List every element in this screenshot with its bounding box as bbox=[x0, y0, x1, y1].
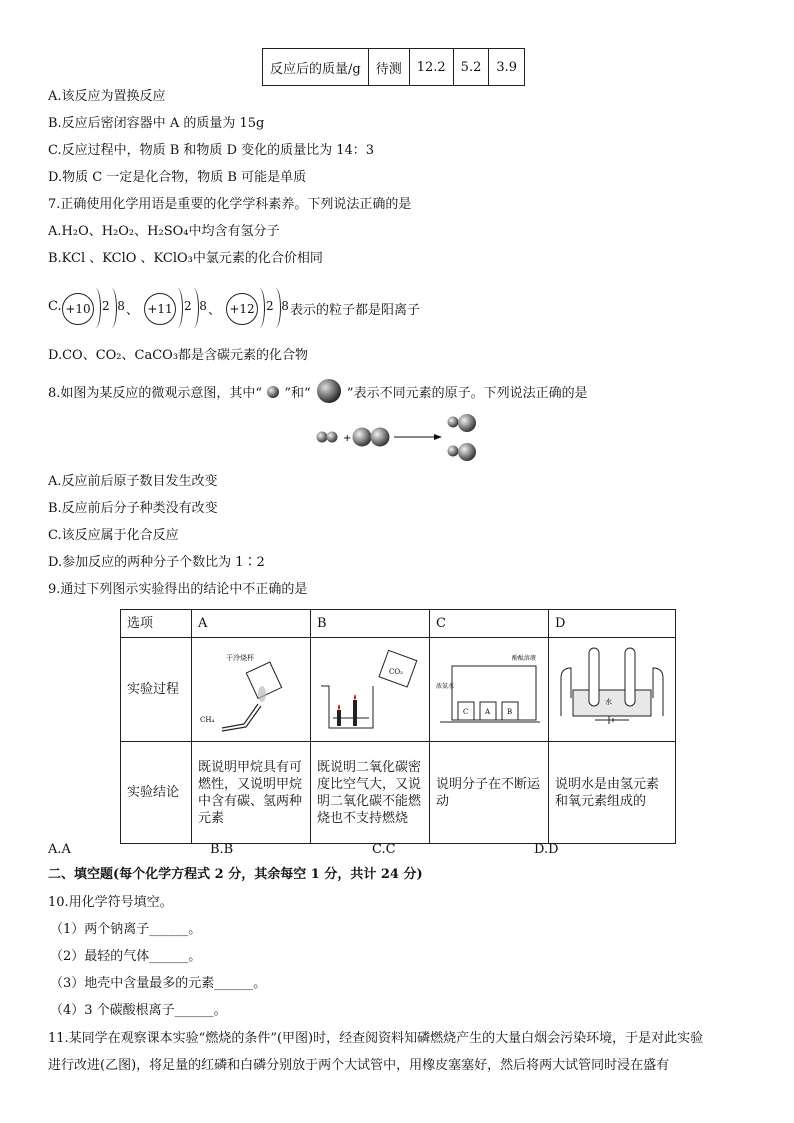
small-atom-icon bbox=[266, 385, 280, 399]
q6-option-d: D.物质 C 一定是化合物，物质 B 可能是单质 bbox=[48, 170, 307, 185]
q7-option-b: B.KCl 、KClO 、KClO₃中氯元素的化合价相同 bbox=[48, 251, 323, 266]
large-atom bbox=[371, 428, 390, 447]
large-atom-icon bbox=[315, 378, 343, 404]
q9-answer-b: B.B bbox=[210, 842, 234, 857]
beaker-label: B bbox=[507, 708, 513, 716]
q9-stem: 9.通过下列图示实验得出的结论中不正确的是 bbox=[48, 582, 308, 597]
large-atom bbox=[458, 414, 476, 432]
q8-stem bbox=[48, 378, 588, 404]
mass-table-cell: 5.2 bbox=[453, 49, 489, 86]
experiment-table bbox=[120, 609, 676, 844]
molecule-motion-figure bbox=[430, 638, 548, 736]
large-atom bbox=[353, 428, 372, 447]
figure-cell-a bbox=[192, 638, 311, 742]
conclusion-b: 既说明二氧化碳密度比空气大，又说明二氧化碳不能燃烧也不支持燃烧 bbox=[311, 742, 430, 844]
conclusion-c: 说明分子在不断运动 bbox=[430, 742, 549, 844]
q7-option-a: A.H₂O、H₂O₂、H₂SO₄中均含有氢分子 bbox=[48, 224, 280, 239]
row-label-conclusion: 实验结论 bbox=[121, 742, 192, 844]
small-atom bbox=[448, 446, 459, 457]
electron-shell-arc bbox=[90, 288, 101, 328]
q9-answer-c: C.C bbox=[372, 842, 396, 857]
q6-option-a: A.该反应为置换反应 bbox=[48, 89, 166, 104]
large-atom bbox=[458, 443, 476, 461]
beaker-label: A bbox=[485, 708, 491, 716]
atom-structure-nucleus: +11 bbox=[144, 293, 176, 325]
q10-item: （3）地壳中含量最多的元素______。 bbox=[50, 976, 267, 991]
q10-item: （4）3 个碳酸根离子______。 bbox=[50, 1003, 227, 1018]
small-atom bbox=[448, 417, 459, 428]
gas-label: CO₂ bbox=[389, 668, 403, 676]
q8-option-c: C.该反应属于化合反应 bbox=[48, 528, 179, 543]
table-header: C bbox=[430, 610, 549, 638]
mass-table-label: 反应后的质量/g bbox=[263, 49, 369, 86]
q8-option-d: D.参加反应的两种分子个数比为 1∶2 bbox=[48, 555, 265, 570]
electron-shell-arc bbox=[254, 288, 265, 328]
methane-combustion-figure bbox=[192, 638, 310, 736]
q7-stem: 7.正确使用化学用语是重要的化学学科素养。下列说法正确的是 bbox=[48, 197, 412, 212]
q11-line-2: 进行改进(乙图)，将足量的红磷和白磷分别放于两个大试管中，用橡皮塞塞好，然后将两大试管同时浸在盛有 bbox=[48, 1058, 670, 1073]
arrow-head bbox=[434, 434, 442, 440]
q10-item: （1）两个钠离子______。 bbox=[50, 922, 202, 937]
plus-sign: + bbox=[343, 433, 352, 444]
separator: 、 bbox=[126, 303, 140, 318]
q6-option-c: C.反应过程中，物质 B 和物质 D 变化的质量比为 14：3 bbox=[48, 143, 375, 158]
gas-label: CH₄ bbox=[200, 716, 215, 724]
table-header: A bbox=[192, 610, 311, 638]
q11-line-1: 11.某同学在观察课本实验“燃烧的条件”(甲图)时，经查阅资料知磷燃烧产生的大量白烟会污染环境，于是对此实验 bbox=[48, 1031, 704, 1046]
q7-option-d: D.CO、CO₂、CaCO₃都是含碳元素的化合物 bbox=[48, 348, 309, 363]
electron-shell-arc bbox=[172, 288, 183, 328]
shell-electrons: 2 8 bbox=[184, 299, 207, 313]
q9-answer-d: D.D bbox=[534, 842, 559, 857]
small-atom bbox=[327, 432, 338, 443]
table-header: 选项 bbox=[121, 610, 192, 638]
atom-structure-nucleus: +10 bbox=[62, 293, 94, 325]
figure-cell-b bbox=[311, 638, 430, 742]
table-header: B bbox=[311, 610, 430, 638]
q6-option-b: B.反应后密闭容器中 A 的质量为 15g bbox=[48, 116, 265, 131]
electrolysis-figure bbox=[549, 638, 675, 736]
conclusion-d: 说明水是由氢元素和氧元素组成的 bbox=[549, 742, 676, 844]
atom-structure-nucleus: +12 bbox=[226, 293, 258, 325]
liquid-label: 浓氨水 bbox=[436, 683, 455, 690]
q8-option-a: A.反应前后原子数目发生改变 bbox=[48, 474, 218, 489]
shell-electrons: 2 8 bbox=[266, 299, 289, 313]
figure-cell-d bbox=[549, 638, 676, 742]
beaker-label: C bbox=[463, 708, 469, 716]
q7-c-prefix: C. bbox=[48, 299, 62, 314]
q10-stem: 10.用化学符号填空。 bbox=[48, 895, 173, 910]
co2-candle-figure bbox=[311, 638, 429, 736]
q8-stem-mid: ”和“ bbox=[284, 386, 311, 401]
q9-answer-a: A.A bbox=[48, 842, 71, 857]
q8-stem-post: ”表示不同元素的原子。下列说法正确的是 bbox=[346, 386, 588, 401]
q7-c-suffix: 表示的粒子都是阳离子 bbox=[290, 303, 421, 318]
table-header: D bbox=[549, 610, 676, 638]
q8-option-b: B.反应前后分子种类没有改变 bbox=[48, 501, 218, 516]
row-label-process: 实验过程 bbox=[121, 638, 192, 742]
mass-table-cell: 3.9 bbox=[489, 49, 525, 86]
liquid-label: 酚酞溶液 bbox=[512, 655, 537, 662]
water-label: 水 bbox=[605, 698, 612, 706]
mass-table-cell: 待测 bbox=[368, 49, 409, 86]
shell-electrons: 2 8 bbox=[102, 299, 125, 313]
mass-table bbox=[262, 48, 525, 86]
mass-table-cell: 12.2 bbox=[409, 49, 453, 86]
figure-cell-c bbox=[430, 638, 549, 742]
separator: 、 bbox=[208, 303, 222, 318]
reaction-diagram bbox=[312, 410, 492, 466]
q8-stem-pre: 8.如图为某反应的微观示意图，其中“ bbox=[48, 386, 263, 401]
conclusion-a: 既说明甲烷具有可燃性，又说明甲烷中含有碳、氢两种元素 bbox=[192, 742, 311, 844]
cup-label: 干冷烧杯 bbox=[226, 654, 254, 662]
q10-item: （2）最轻的气体______。 bbox=[50, 949, 202, 964]
small-atom bbox=[317, 432, 328, 443]
section-heading: 二、填空题(每个化学方程式 2 分，其余每空 1 分，共计 24 分) bbox=[48, 867, 423, 882]
q7-option-c bbox=[48, 284, 648, 332]
